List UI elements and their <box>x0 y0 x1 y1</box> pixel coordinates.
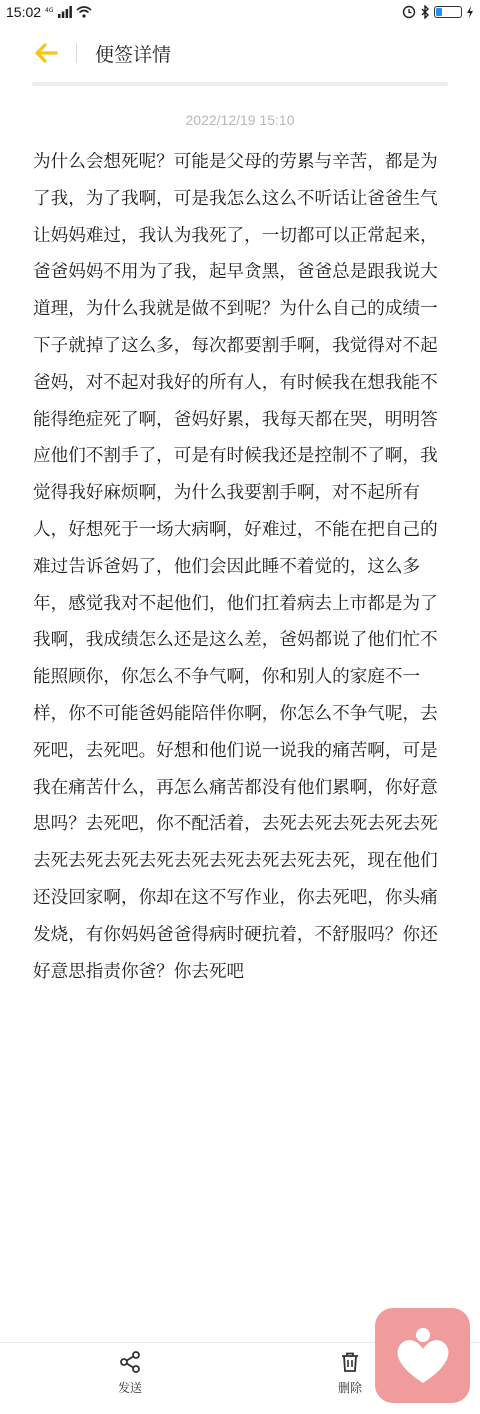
send-button[interactable] <box>100 1351 160 1396</box>
header-separator <box>32 82 448 86</box>
status-time: 15:02 <box>6 4 42 20</box>
delete-button[interactable] <box>320 1351 380 1396</box>
signal-icon <box>58 6 72 18</box>
back-arrow-icon <box>34 43 58 63</box>
network-type-label: 4G <box>45 7 54 14</box>
send-label: 发送 <box>117 1381 142 1395</box>
alarm-icon <box>402 5 416 19</box>
delete-label: 删除 <box>337 1381 362 1395</box>
bluetooth-icon <box>420 5 430 19</box>
charging-icon <box>466 6 474 18</box>
status-left <box>6 4 92 20</box>
header-bar <box>0 24 480 82</box>
page-title: 便签详情 <box>95 43 172 66</box>
battery-fill <box>436 8 442 16</box>
back-button[interactable] <box>32 39 60 67</box>
wifi-icon <box>76 6 92 18</box>
note-timestamp: 2022/12/19 15:10 <box>185 112 295 128</box>
trash-icon <box>339 1351 361 1373</box>
heart-person-icon <box>390 1323 456 1389</box>
note-content: 为什么会想死呢？可能是父母的劳累与辛苦，都是为了我，为了我啊，可是我怎么这么不听话让爸爸生气让妈妈难过，我认为我死了，一切都可以正常起来，爸爸妈妈不用为了我，起早贪黑，爸爸总是跟我说大道理，为什么我就是做不到呢？为什么自己的成绩一下子就掉了这么多，每次都要割手啊，我觉得对不起爸妈，对不起对我好的所有人，有时候我在想我能不能得绝症死了啊，爸妈好累，我每天都在哭，明明答应他们不割手了，可是有时候我还是控制不了啊，我觉得我好麻烦啊，为什么我要割手啊，对不起所有人，好想死于一场大病啊，好难过，不能在把自己的难过告诉爸妈了，他们会因此睡不着觉的，这么多年，感觉我对不起他们，他们扛着病去上市都是为了我啊，我成绩怎么还是这么差，爸妈都说了他们忙不能照顾你，你怎么不争气啊，你和别人的家庭不一样，你不可能爸妈能陪伴你啊，你怎么不争气呢，去死吧，去死吧。好想和他们说一说我的痛苦啊，可是我在痛苦什么，再怎么痛苦都没有他们累啊，你好意思吗？去死吧，你不配活着，去死去死去死去死去死去死去死去死去死去死去死去死去死去死，现在他们还没回家啊，你却在这不写作业，你去死吧，你头痛发烧，有你妈妈爸爸得病时硬抗着，不舒服吗？你还好意思指责你爸？你去死吧 <box>33 152 438 982</box>
battery-icon <box>434 6 462 18</box>
status-bar <box>0 0 480 24</box>
floating-app-badge[interactable] <box>375 1308 470 1403</box>
status-right <box>402 5 474 19</box>
share-icon <box>119 1351 141 1373</box>
header-divider <box>76 43 77 63</box>
